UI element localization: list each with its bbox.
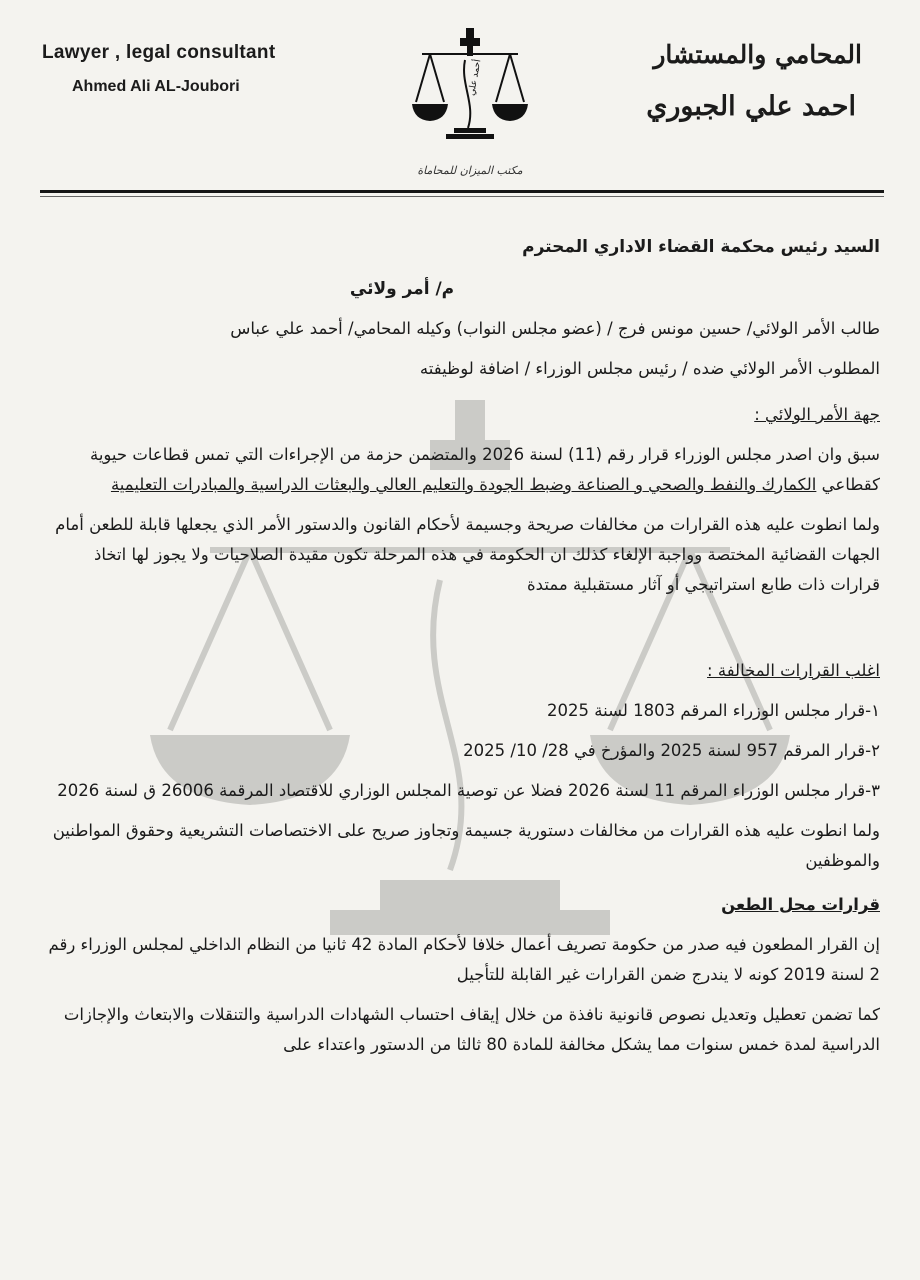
decision-item-1: ١-قرار مجلس الوزراء المرقم 1803 لسنة 2025: [547, 701, 880, 720]
addressee: السيد رئيس محكمة القضاء الاداري المحترم: [522, 237, 880, 257]
respondent-line: المطلوب الأمر الولائي ضده / رئيس مجلس الوزراء / اضافة لوظيفته: [419, 359, 880, 378]
decision-item-3: ٣-قرار مجلس الوزراء المرقم 11 لسنة 2026 فضلا عن توصية المجلس الوزاري للاقتصاد المرقمة 26006 ق لسنة 2026: [57, 781, 880, 800]
header-divider: [40, 190, 884, 193]
section-heading-decisions: اغلب القرارات المخالفة :: [707, 661, 880, 680]
paragraph-decision: [44, 440, 880, 500]
lawyer-name-en: Ahmed Ali AL-Joubori: [72, 78, 240, 95]
letter-body: [44, 232, 880, 1060]
section-heading-appeal: قرارات محل الطعن: [721, 895, 880, 914]
lawyer-name-ar: احمد علي الجبوري: [646, 91, 856, 122]
office-name: مكتب الميزان للمحاماة: [417, 164, 523, 177]
letterhead-english: [42, 42, 342, 96]
paragraph-appeal-1: إن القرار المطعون فيه صدر من حكومة تصريف أعمال خلافا لأحكام المادة 42 ثانيا من النظام الداخلي لمجلس الوزراء رقم 2 لسنة 2019 كونه لا يندرج ضمن القرارات غير القابلة للتأجيل: [48, 935, 880, 984]
paragraph-violations: ولما انطوت عليه هذه القرارات من مخالفات صريحة وجسيمة لأحكام القانون والدستور الأمر الذي يجعلها قابلة للطعن أمام الجهات القضائية المختصة وواجبة الإلغاء كذلك ان الحكومة في هذه المرحلة تكون مقيدة الصلاحيات ولا يجوز لها اتخاذ قرارات ذات طابع استراتيجي أو آثار مستقبلية ممتدة: [55, 515, 880, 594]
lawyer-title-en: Lawyer , legal consultant: [42, 42, 276, 63]
paragraph-decision-text: سبق وان اصدر مجلس الوزراء قرار رقم (11) لسنة 2026 والمتضمن حزمة من الإجراءات التي تمس قطاعات حيوية كقطاعي: [89, 445, 880, 494]
section-heading-order: جهة الأمر الولائي :: [754, 405, 880, 424]
decision-item-2: ٢-قرار المرقم 957 لسنة 2025 والمؤرخ في 28/ 10/ 2025: [463, 741, 880, 760]
logo-calligraphy: أحمد علي: [467, 58, 484, 97]
scales-logo: [410, 24, 530, 149]
subject: م/ أمر ولائي: [349, 279, 455, 299]
applicant-line: طالب الأمر الولائي/ حسين مونس فرج / (عضو مجلس النواب) وكيله المحامي/ أحمد علي عباس: [230, 319, 880, 338]
lawyer-title-ar: المحامي والمستشار: [653, 40, 862, 69]
paragraph-appeal-2: كما تضمن تعطيل وتعديل نصوص قانونية نافذة من خلال إيقاف احتساب الشهادات الدراسية والتنقلات والابتعاث والإجازات الدراسية لمدة خمس سنوات مما يشكل مخالفة للمادة 80 ثالثا من الدستور واعتداء على: [63, 1005, 880, 1054]
letterhead-arabic: [602, 40, 862, 122]
header-divider-thin: [40, 196, 884, 197]
paragraph-constitutional: ولما انطوت عليه هذه القرارات من مخالفات دستورية جسيمة وتجاوز صريح على الاختصاصات التشريعية وحقوق المواطنين والموظفين: [52, 821, 880, 870]
paragraph-decision-sectors: الكمارك والنفط والصحي و الصناعة وضبط الجودة والتعليم العالي والبعثات الدراسية والمبادرات التعليمية: [110, 475, 817, 494]
